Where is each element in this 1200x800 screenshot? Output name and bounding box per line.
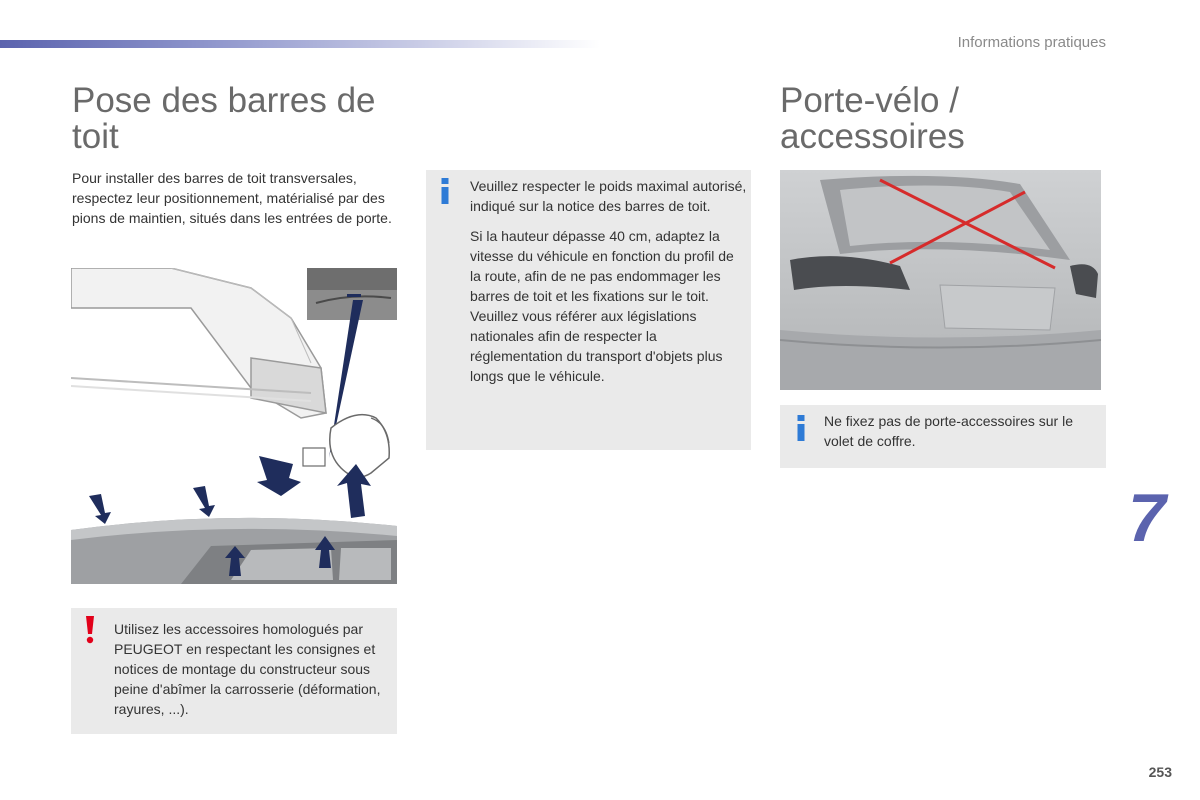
info-height-text: Si la hauteur dépasse 40 cm, adaptez la vitesse du véhicule en fonction du profil de la route, afin de ne pas endommager les barres de toit et les fixations sur le toit. Veuillez vous référer aux législations nationales afin de respecter la réglementation du transport d'objets plus longs que le véhicule.	[470, 228, 734, 384]
info-tailgate-text: Ne fixez pas de porte-accessoires sur le volet de coffre.	[824, 413, 1073, 449]
header-gradient-bar	[0, 40, 600, 48]
exclamation-icon	[85, 616, 95, 644]
info-icon	[796, 415, 806, 441]
title-bike-rack: Porte-vélo / accessoires	[780, 81, 965, 156]
title-roof-bars: Pose des barres de toit	[72, 81, 376, 156]
warning-text: Utilisez les accessoires homologués par PEUGEOT en respectant les consignes et notices de montage du constructeur sous peine d'abîmer la carrosserie (déformation, rayures, ...).	[114, 621, 381, 717]
info-box-weight	[426, 170, 751, 450]
warning-box	[71, 608, 397, 734]
section-title: Informations pratiques	[957, 34, 1106, 51]
chapter-number: 7	[1128, 480, 1166, 556]
info-box-tailgate	[780, 405, 1106, 468]
roof-bars-illustration	[71, 268, 397, 584]
page-number: 253	[1148, 764, 1172, 780]
rear-car-illustration	[780, 170, 1101, 390]
info-weight-text: Veuillez respecter le poids maximal autorisé, indiqué sur la notice des barres de toit.	[470, 178, 747, 214]
info-icon	[440, 178, 450, 204]
intro-text: Pour installer des barres de toit transversales, respectez leur positionnement, matérialisé par des pions de maintien, situés dans les entrées de porte.	[72, 170, 392, 226]
